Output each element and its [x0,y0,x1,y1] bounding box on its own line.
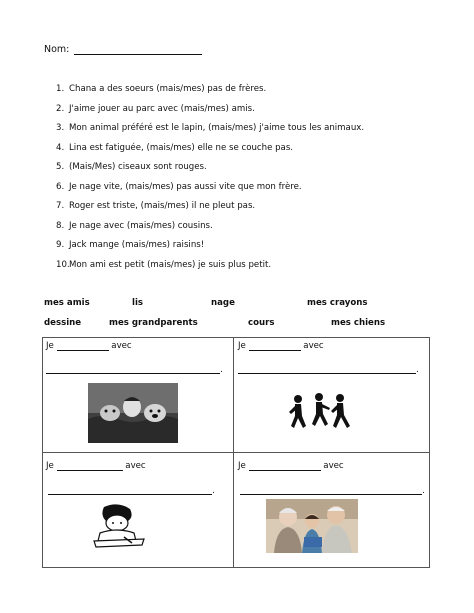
list-item: 4. Lina est fatiguée, (mais/mes) elle ne se couche pas. [56,142,294,153]
worksheet-page: Nom: 1. Chana a des soeurs (mais/mes) pas de frères. 2. J'aime jouer au parc avec (mais/mes) amis. 3. Mon animal préféré est le lapin, (mais/mes) j'aime tous les animaux. 4. Lina est fatiguée, (mais/mes) elle ne se couche pas. 5. (Mais/Mes) ciseaux sont rouges. 6. Je nage vite, (mais/mes) pas aussi vite que mon frère. 7. Roger est triste, (mais/mes) il ne pleut pas. 8. Je nage avec (mais/mes) cousins. 9. Jack mange (mais/mes) raisins! 10. Mon ami est petit (mais/mes) je suis plus petit. mes amis lis nage mes crayons dessine mes grandparents cours mes chiens Je avec . Je avec . Je avec . Je avec . [0,0,474,613]
swimming-dogs-photo [88,383,178,443]
sentence-list [56,84,364,279]
list-item: 3. Mon animal préféré est le lapin, (mais/mes) j'aime tous les animaux. [56,123,365,133]
cell-prompt: Je avec [46,461,146,471]
name-field [44,44,202,55]
cell-prompt: Je avec [238,341,324,351]
word-bank-item: cours [248,318,275,328]
word-bank-item: mes crayons [307,298,368,308]
word-bank-item: mes amis [44,298,90,308]
name-blank-line[interactable] [74,44,202,55]
list-item: 7. Roger est triste, (mais/mes) il ne pleut pas. [56,201,256,211]
answer-line[interactable] [46,373,220,374]
list-item: 2. J'aime jouer au parc avec (mais/mes) amis. [56,103,255,114]
word-bank-item: mes chiens [331,318,386,328]
short-blank[interactable] [57,341,109,351]
word-bank-item: lis [132,298,144,308]
list-item: 1. Chana a des soeurs (mais/mes) pas de frères. [56,84,267,94]
list-item: 10. Mon ami est petit (mais/mes) je suis plus petit. [56,259,272,270]
grandparents-reading-photo [266,499,358,553]
short-blank[interactable] [249,461,321,471]
list-item: 8. Je nage avec (mais/mes) cousins. [56,220,213,231]
short-blank[interactable] [249,341,301,351]
name-label: Nom: [44,44,70,55]
word-bank-item: nage [211,298,235,308]
word-bank-item: dessine [44,318,82,328]
running-children-silhouette [286,392,356,438]
answer-line[interactable] [240,494,422,495]
list-item: 9. Jack mange (mais/mes) raisins! [56,240,205,250]
word-bank-item: mes grandparents [109,318,198,328]
grid-divider-horizontal [42,452,430,453]
short-blank[interactable] [57,461,123,471]
cell-prompt: Je avec [46,341,132,351]
answer-line[interactable] [48,494,212,495]
answer-line[interactable] [238,373,416,374]
cell-prompt: Je avec [238,461,344,471]
list-item: 6. Je nage vite, (mais/mes) pas aussi vite que mon frère. [56,181,302,192]
child-drawing-clipart [88,503,150,551]
list-item: 5. (Mais/Mes) ciseaux sont rouges. [56,162,207,172]
